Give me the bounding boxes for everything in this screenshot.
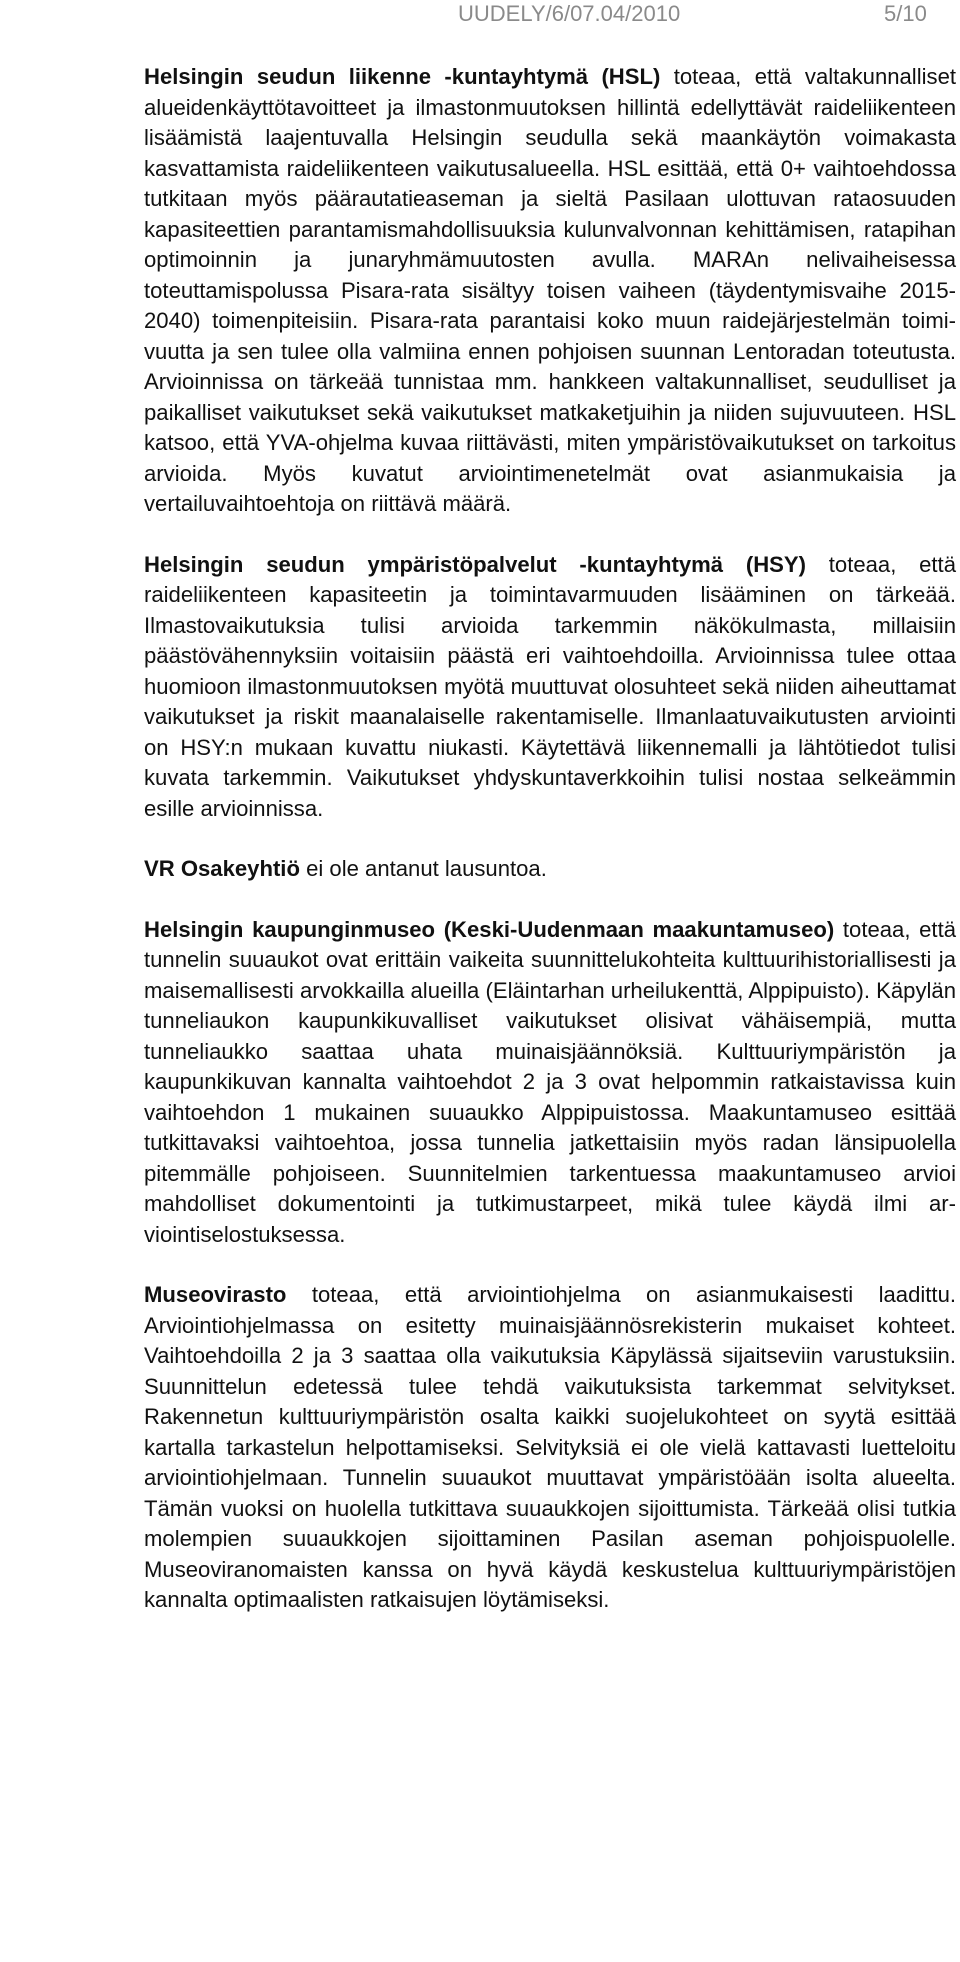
organization-name: Helsingin seudun ympäristöpalvelut -kuntayhtymä (HSY) [144,551,806,577]
paragraph-hsy [144,550,956,825]
paragraph-kaupunginmuseo [144,915,956,1251]
page-number: 5/10 [884,1,927,26]
organization-name: Helsingin seudun liikenne -kuntayhtymä (HSL) [144,64,661,89]
page-header [0,0,960,34]
paragraph-museovirasto [144,1280,956,1616]
organization-name: Museovirasto [144,1282,287,1307]
organization-name: VR Osakeyhtiö [144,856,300,881]
paragraph-hsl [144,62,956,520]
paragraph-vr [144,854,956,885]
body-text [144,62,956,1646]
statement-text: toteaa, että tunnelin suuaukot ovat erittäin vaikeita suunnittelukohteita kulttuurihistoriallisesti ja maisemallisesti arvokkailla alueilla (Eläintarhan urheilukenttä, Alppipuisto). Käpylän tunneliaukon kaupunkikuvalliset vaikutukset olisivat vähäisempiä, mutta tunneliaukko saattaa uhata muinaisjäännöksiä. Kulttuuriympäristön ja kaupunkikuvan kannalta vaihtoehdot 2 ja 3 ovat helpommin ratkaistavissa kuin vaihtoehdon 1 mukainen suuaukko Alppipuistossa. Maakuntamuseo esittää tutkittavaksi vaihtoehtoa, jossa tunnelia jatkettaisiin myös radan länsipuolella pitemmälle pohjoiseen. Suunnitelmien tarkentuessa maakuntamuseo arvioi mahdolliset dokumentointi ja tutkimustarpeet, mikä tulee käydä ilmi arviointiselostuksessa. [144,916,956,1247]
statement-text: toteaa, että valtakunnalliset alueidenkäyttötavoitteet ja ilmastonmuutoksen hillintä edellyttävät raideliikenteen lisäämistä laajentuvalla Helsingin seudulla sekä maankäytön voimakasta kasvattamista raideliikenteen vaikutusalueella. HSL esittää, että 0+ vaihtoehdossa tutkitaan myös päärautatieaseman ja sieltä Pasilaan ulottuvan rataosuuden kapasiteettien parantamismahdollisuuksia kulunvalvonnan kehittämisen, ratapihan optimoinnin ja junaryhmämuutosten avulla. MARAn nelivaiheisessa toteuttamispolussa Pisara-rata sisältyy toisen vaiheen (täydentymisvaihe 2015-2040) toimenpiteisiin. Pisara-rata parantaisi koko muun raidejärjestelmän toimivuutta ja sen tulee olla valmiina ennen pohjoisen suunnan Lentoradan toteutusta. Arvioinnissa on tärkeää tunnistaa mm. hankkeen valtakunnalliset, seudulliset ja paikalliset vaikutukset sekä vaikutukset matkaketjuihin ja niiden sujuvuuteen. HSL katsoo, että YVA-ohjelma kuvaa riittävästi, miten ympäristövaikutukset on tarkoitus arvioida. Myös kuvatut arviointimenetelmät ovat asianmukaisia ja vertailuvaihtoehtoja on riittävä määrä. [144,64,956,516]
document-reference: UUDELY/6/07.04/2010 [458,1,681,26]
statement-text: ei ole antanut lausuntoa. [299,856,547,881]
statement-text: toteaa, että arviointiohjelma on asianmukaisesti laadittu. Arviointiohjelmassa on esitetty muinaisjäännösrekisterin mukaiset kohteet. Vaihtoehdoilla 2 ja 3 saattaa olla vaikutuksia Käpylässä sijaitseviin varustuksiin. Suunnittelun edetessä tulee tehdä vaikutuksista tarkemmat selvitykset. Rakennetun kulttuuriympäristön osalta kaikki suojelukohteet on syytä esittää kartalla tarkastelun helpottamiseksi. Selvityksiä ei ole vielä kattavasti luetteloitu arviointiohjelmaan. Tunnelin suuaukot muuttavat ympäristöään isolta alueelta. Tämän vuoksi on huolella tutkittava suuaukkojen sijoittumista. Tärkeää olisi tutkia molempien suuaukkojen sijoittaminen Pasilan aseman pohjoispuolelle. Museoviranomaisten kanssa on hyvä käydä keskustelua kulttuuriympäristöjen kannalta optimaalisten ratkaisujen löytämiseksi. [144,1282,956,1612]
organization-name: Helsingin kaupunginmuseo (Keski-Uudenmaan maakuntamuseo) [144,916,835,942]
statement-text: toteaa, että raideliikenteen kapasiteetin ja toimintavarmuuden lisääminen on tärkeää. Ilmastovaikutuksia tulisi arvioida tarkemmin näkökulmasta, millaisiin päästövähennyksiin voitaisiin päästä eri vaihtoehdoilla. Arvioinnissa tulee ottaa huomioon ilmastonmuutoksen myötä muuttuvat olosuhteet sekä niiden aiheuttamat vaikutukset ja riskit maanalaiselle rakentamiselle. Ilmanlaatuvaikutusten arviointi on HSY:n mukaan kuvattu niukasti. Käytettävä liikennemalli ja lähtötiedot tulisi kuvata tarkemmin. Vaikutukset yhdyskuntaverkkoihin tulisi nostaa selkeämmin esille arvioinnissa. [144,551,956,821]
